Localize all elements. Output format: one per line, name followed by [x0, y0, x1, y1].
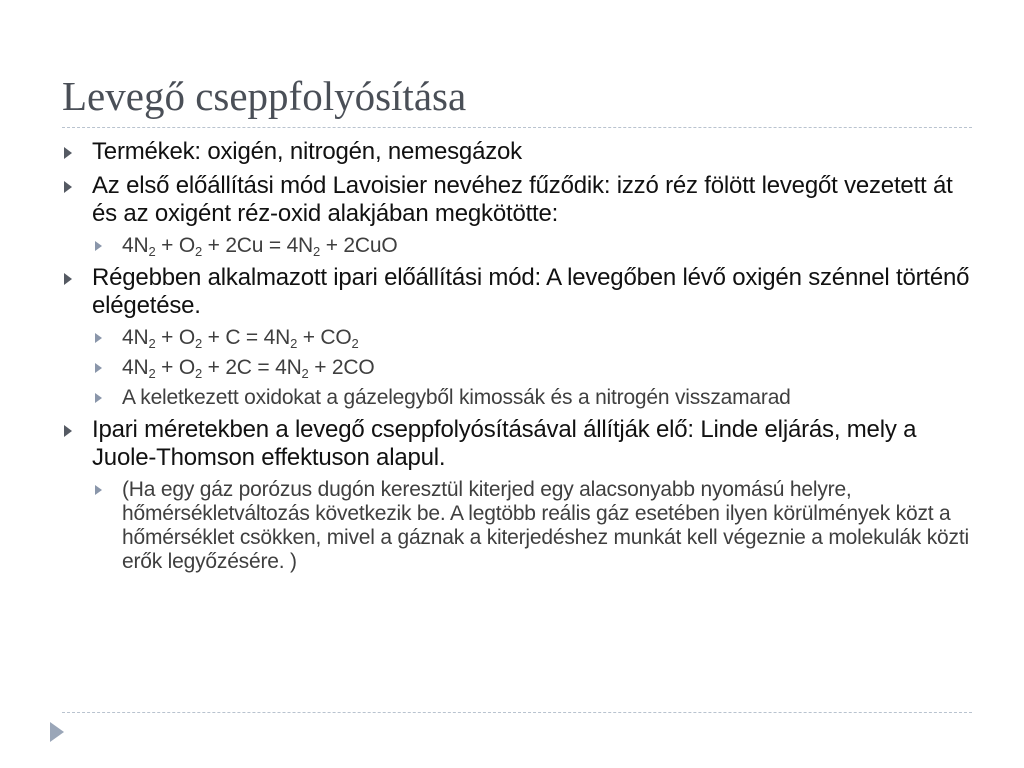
slide-content: [62, 138, 974, 580]
triangle-bullet-icon: [95, 241, 102, 251]
triangle-bullet-icon: [64, 273, 72, 285]
bullet-text: Termékek: oxigén, nitrogén, nemesgázok: [92, 138, 522, 165]
equation-part: + O: [155, 326, 195, 349]
play-arrow-icon[interactable]: [50, 722, 64, 742]
equation-part: 4N: [122, 356, 149, 379]
bullet-text: Régebben alkalmazott ipari előállítási mód: A levegőben lévő oxigén szénnel történő elégetése.: [92, 264, 970, 319]
subscript: 2: [148, 244, 156, 259]
equation-part: + 2C = 4N: [201, 356, 302, 379]
triangle-bullet-icon: [95, 485, 102, 495]
subscript: 2: [194, 244, 202, 259]
bullet-text: Az első előállítási mód Lavoisier nevéhez fűződik: izzó réz fölött levegőt vezetett át és az oxigént réz-oxid alakjában megkötötte:: [92, 172, 953, 227]
bullet-item: [62, 416, 974, 472]
triangle-bullet-icon: [64, 147, 72, 159]
triangle-bullet-icon: [95, 363, 102, 373]
sub-bullet-equation: [62, 326, 974, 350]
equation-part: + 2Cu = 4N: [201, 234, 314, 257]
equation-part: 4N: [122, 234, 149, 257]
subscript: 2: [148, 336, 156, 351]
triangle-bullet-icon: [64, 425, 72, 437]
bullet-item: [62, 172, 974, 228]
subscript: 2: [194, 366, 202, 381]
subscript: 2: [301, 366, 309, 381]
equation-part: 4N: [122, 326, 149, 349]
title-divider: [62, 127, 972, 128]
sub-bullet-note: [62, 386, 974, 410]
slide-title: Levegő cseppfolyósítása: [62, 73, 467, 119]
subscript: 2: [148, 366, 156, 381]
bullet-text: Ipari méretekben a levegő cseppfolyósításával állítják elő: Linde eljárás, mely a Juole-Thomson effektuson alapul.: [92, 416, 917, 471]
triangle-bullet-icon: [95, 393, 102, 403]
equation-part: + C = 4N: [201, 326, 291, 349]
sub-bullet-note: [62, 478, 974, 574]
equation-part: + 2CO: [308, 356, 375, 379]
sub-bullet-equation: [62, 356, 974, 380]
subscript: 2: [351, 336, 359, 351]
sub-bullet-equation: [62, 234, 974, 258]
triangle-bullet-icon: [64, 181, 72, 193]
triangle-bullet-icon: [95, 333, 102, 343]
bullet-item: [62, 264, 974, 320]
note-text: A keletkezett oxidokat a gázelegyből kimossák és a nitrogén visszamarad: [122, 386, 791, 409]
equation-part: + O: [155, 234, 195, 257]
subscript: 2: [313, 244, 321, 259]
equation-part: + CO: [297, 326, 352, 349]
footer-divider: [62, 712, 972, 713]
bullet-item: [62, 138, 974, 166]
equation-part: + 2CuO: [320, 234, 398, 257]
subscript: 2: [290, 336, 298, 351]
subscript: 2: [194, 336, 202, 351]
equation-part: + O: [155, 356, 195, 379]
note-text: (Ha egy gáz porózus dugón keresztül kiterjed egy alacsonyabb nyomású helyre, hőmérsékletváltozás következik be. A legtöbb reális gáz esetében ilyen körülmények közt a hőmérséklet csökken, mivel a gáznak a kiterjedéshez munkát kell végeznie a molekulák közti erők legyőzésére. ): [122, 478, 969, 573]
